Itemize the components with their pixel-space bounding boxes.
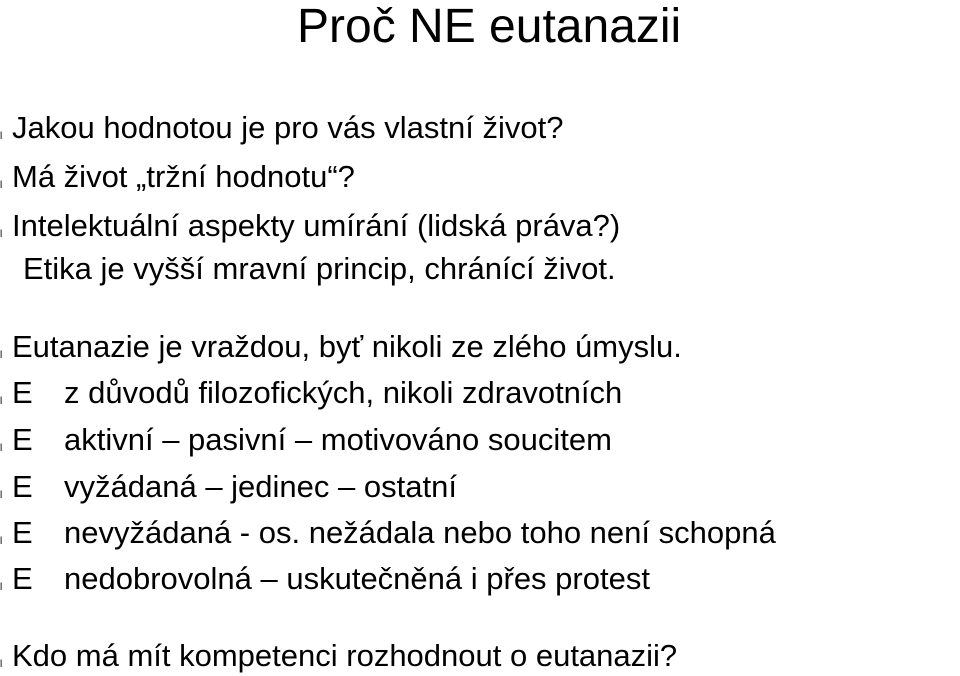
bullet-marker: l [0, 490, 3, 501]
e-letter: E [12, 422, 33, 457]
bullet-text: Kdo má mít kompetenci rozhodnout o eutanazii? [12, 638, 678, 673]
bullet-text: vyžádaná – jedinec – ostatní [64, 469, 457, 504]
bullet-marker: l [0, 443, 3, 454]
e-letter: E [12, 561, 33, 596]
bullet-marker: l [0, 131, 3, 142]
slide-title: Proč NE eutanazii [297, 0, 682, 53]
e-letter: E [12, 375, 33, 410]
bullet-text: aktivní – pasivní – motivováno soucitem [64, 422, 612, 457]
bullet-marker: l [0, 180, 3, 191]
bullet-marker: l [0, 396, 3, 407]
bullet-text: Etika je vyšší mravní princip, chránící život. [23, 251, 616, 286]
bullet-marker: l [0, 229, 3, 240]
bullet-text: Intelektuální aspekty umírání (lidská práva?) [12, 208, 621, 243]
e-letter: E [12, 469, 33, 504]
bullet-text: nevyžádaná - os. nežádala nebo toho není schopná [64, 515, 776, 550]
bullet-marker: l [0, 582, 3, 593]
bullet-marker: l [0, 350, 3, 361]
bullet-text: nedobrovolná – uskutečněná i přes protest [64, 561, 650, 596]
bullet-marker: l [0, 536, 3, 547]
bullet-marker: l [0, 659, 3, 670]
bullet-text: Eutanazie je vraždou, byť nikoli ze zlého úmyslu. [12, 329, 682, 364]
bullet-text: Jakou hodnotou je pro vás vlastní život? [12, 110, 564, 145]
bullet-text: Má život „tržní hodnotu“? [12, 159, 355, 194]
bullet-text: z důvodů filozofických, nikoli zdravotních [64, 375, 623, 410]
e-letter: E [12, 515, 33, 550]
